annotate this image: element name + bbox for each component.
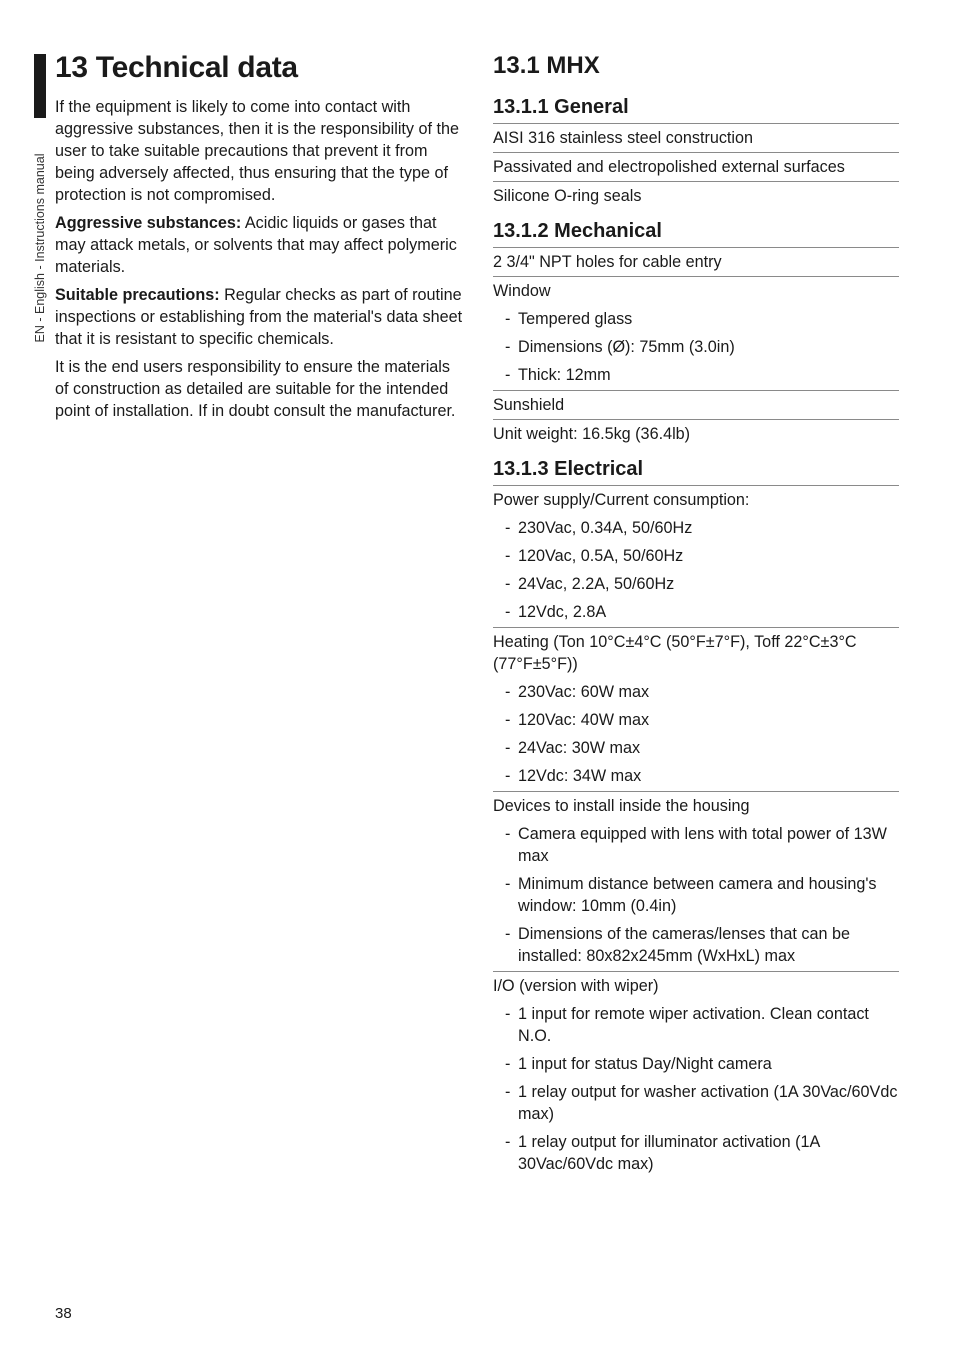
list-item: - 1 relay output for illuminator activation (1A 30Vac/60Vdc max) (505, 1133, 820, 1173)
page-number: 38 (55, 1305, 72, 1322)
precautions-label: Suitable precautions: (55, 286, 220, 304)
aggressive-label: Aggressive substances: (55, 214, 242, 232)
io-label: I/O (version with wiper) (493, 977, 659, 995)
list-item: - 120Vac, 0.5A, 50/60Hz (505, 547, 684, 565)
list-item: - 12Vdc: 34W max (505, 767, 642, 785)
devices-label: Devices to install inside the housing (493, 797, 750, 815)
responsibility-paragraph: It is the end users responsibility to ensure the materials of construction as detailed are suitable for the intended point of installation. If in doubt consult the manufacturer. (55, 358, 456, 420)
list-item: - 1 input for remote wiper activation. Clean contact N.O. (505, 1005, 869, 1045)
general-title: 13.1.1 General (493, 92, 899, 124)
precautions-paragraph (55, 284, 465, 350)
mechanical-section (493, 216, 899, 448)
heating-label: Heating (Ton 10°C±4°C (50°F±7°F), Toff 22°C±3°C (77°F±5°F)) (493, 633, 857, 673)
devices-block (493, 792, 899, 972)
list-item: - 230Vac, 0.34A, 50/60Hz (505, 519, 693, 537)
spec-row: AISI 316 stainless steel construction (493, 124, 899, 153)
list-item: - Thick: 12mm (505, 366, 611, 384)
list-item: - Camera equipped with lens with total power of 13W max (505, 825, 887, 865)
window-block (493, 277, 899, 391)
list-item: - 230Vac: 60W max (505, 683, 650, 701)
list-item: - Tempered glass (505, 310, 633, 328)
section-heading: 13.1 MHX (493, 52, 600, 79)
list-item: - 24Vac: 30W max (505, 739, 641, 757)
electrical-title: 13.1.3 Electrical (493, 454, 899, 486)
list-item: - 1 relay output for washer activation (1A 30Vac/60Vdc max) (505, 1083, 898, 1123)
list-item: - 120Vac: 40W max (505, 711, 650, 729)
electrical-section (493, 454, 899, 1179)
sidebar-label: EN - English - Instructions manual (33, 153, 47, 343)
list-item: - Dimensions (Ø): 75mm (3.0in) (505, 338, 735, 356)
left-column (55, 48, 465, 428)
list-item: - 24Vac, 2.2A, 50/60Hz (505, 575, 675, 593)
spec-row: Passivated and electropolished external surfaces (493, 153, 899, 182)
list-item: - Dimensions of the cameras/lenses that can be installed: 80x82x245mm (WxHxL) max (505, 925, 851, 965)
aggressive-text: Acidic liquids or gases that may attack metals, or solvents that may affect polymeric materials. (55, 214, 457, 276)
intro-paragraph: If the equipment is likely to come into contact with aggressive substances, then it is the responsibility of the user to take suitable precautions that prevent it from being adversely affected, thus ensuring that the type of protection is not compromised. (55, 98, 460, 204)
chapter-marker-bar (34, 54, 46, 118)
general-section (493, 92, 899, 210)
aggressive-paragraph (55, 212, 465, 278)
spec-row: 2 3/4" NPT holes for cable entry (493, 248, 899, 277)
page-title: 13 Technical data (55, 51, 298, 84)
io-block (493, 972, 899, 1179)
sunshield-row: Sunshield (493, 391, 899, 420)
list-item: - 12Vdc, 2.8A (505, 603, 607, 621)
spec-row: Silicone O-ring seals (493, 187, 642, 205)
right-column (493, 50, 899, 1185)
list-item: - Minimum distance between camera and housing's window: 10mm (0.4in) (505, 875, 877, 915)
power-label: Power supply/Current consumption: (493, 491, 750, 509)
weight-row: Unit weight: 16.5kg (36.4lb) (493, 425, 691, 443)
heating-block (493, 628, 899, 792)
mechanical-title: 13.1.2 Mechanical (493, 216, 899, 248)
window-label: Window (493, 282, 551, 300)
power-block (493, 486, 899, 628)
precautions-text: Regular checks as part of routine inspections or establishing from the material's data sheet that it is resistant to specific chemicals. (55, 286, 463, 348)
list-item: - 1 input for status Day/Night camera (505, 1055, 772, 1073)
